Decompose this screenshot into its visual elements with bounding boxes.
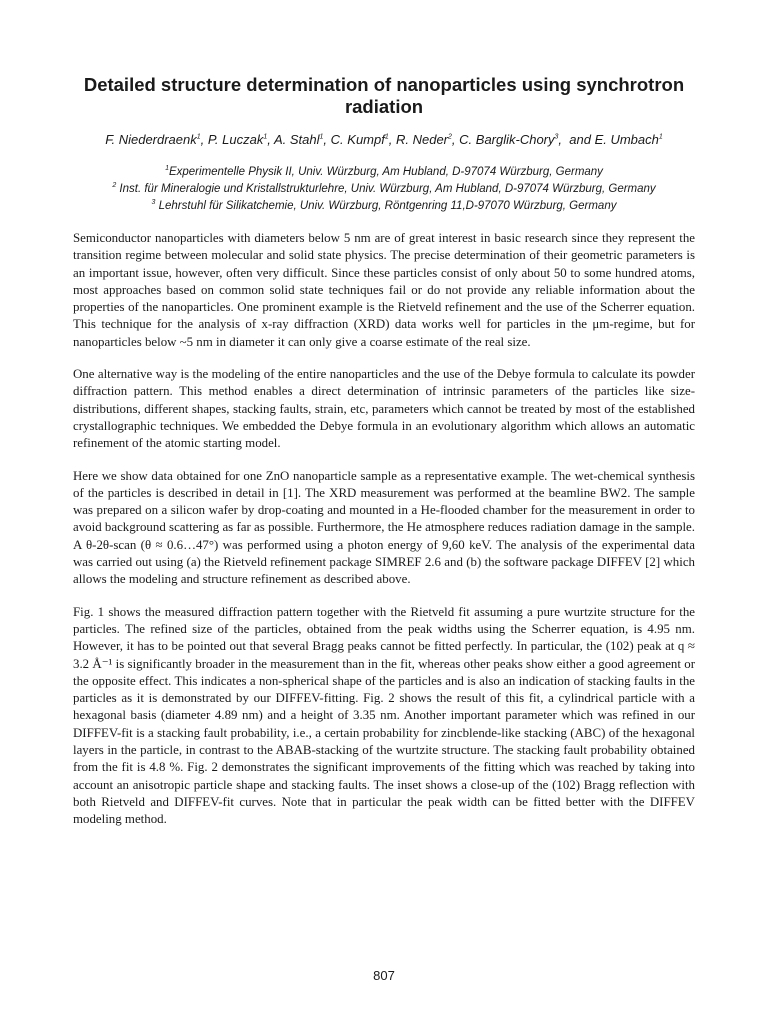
author: F. Niederdraenk$^1$, [105,132,208,147]
paragraph: Semiconductor nanoparticles with diameters below 5 nm are of great interest in basic research since they represent the transition regime between molecular and solid state physics. The precise determination of their geometric parameters is an important issue, however, often very difficult. Since these particles consist of only about 50 to some hundred atoms, most approaches based on common solid state techniques fail or do not provide any reliable information about the properties of the nanoparticles. One prominent example is the Rietveld refinement and the use of the Scherrer equation. This technique for the analysis of x-ray diffraction (XRD) data works well for particles in the μm-regime, but for nanoparticles below ~5 nm in diameter it can only give a coarse estimate of the real size. [73,231,695,349]
paragraph: One alternative way is the modeling of the entire nanoparticles and the use of the Debye formula to calculate its powder diffraction pattern. This method enables a direct determination of intrinsic parameters of the particles like size-distributions, different shapes, stacking faults, strain, etc, parameters which cannot be treated by most of the established crystallographic techniques. We embedded the Debye formula in an evolutionary algorithm which allows an automatic refinement of the atomic starting model. [73,367,695,451]
paragraph: Here we show data obtained for one ZnO nanoparticle sample as a representative example. The wet-chemical synthesis of the particles is described in detail in [1]. The XRD measurement was performed at the beamline BW2. The sample was prepared on a silicon wafer by drop-coating and mounted in a He-flooded chamber for the measurement in order to avoid background scattering as far as possible. Furthermore, the He atmosphere reduces radiation damage in the sample. A θ-2θ-scan (θ ≈ 0.6…47°) was performed using a photon energy of 9,60 keV. The analysis of the experimental data was carried out using (a) the Rietveld refinement package SIMREF 2.6 and (b) the software package DIFFEV [2] which allows the modeling and structure refinement as described above. [73,468,695,587]
author-list [40,131,728,149]
paper-title: Detailed structure determination of nanoparticles using synchrotron radiation [83,74,685,117]
author: R. Neder$^2$, [395,132,460,147]
affiliation: $^1$Experimentelle Physik II, Univ. Würzburg, Am Hubland, D-97074 Würzburg, Germany [165,165,603,178]
affiliation: $^3$ Lehrstuhl für Silikatchemie, Univ. Würzburg, Röntgenring 11,D-97070 Würzburg, Germany [151,199,617,212]
author: and E. Umbach$^1$ [569,132,663,147]
author: A. Stahl$^1$, [273,132,331,147]
paragraph: Fig. 1 shows the measured diffraction pattern together with the Rietveld fit assuming a pure wurtzite structure for the particles. The refined size of the particles, obtained from the peak widths using the Scherrer equation, is 4.95 nm. However, it has to be pointed out that several Bragg peaks cannot be fitted perfectly. In particular, the (102) peak at q ≈ 3.2 Å⁻¹ is significantly broader in the measurement than in the fit, whereas other peaks show either a good agreement or the opposite effect. This indicates a non-spherical shape of the particles and is also an indication of stacking faults in the particles as it is demonstrated by our DIFFEV-fitting. Fig. 2 shows the result of this fit, a cylindrical particle with a hexagonal basis (diameter 4.89 nm) and a height of 3.35 nm. Another important parameter which was refined in our DIFFEV-fit is a stacking fault probability, i.e., a certain probability for zincblende-like stacking (ABC) of the hexagonal layers in the particle, in contrast to the ABAB-stacking of the wurtzite structure. The stacking fault probability obtained from the fit is 4.8 %. Fig. 2 demonstrates the significant improvements of the fitting which was reached by taking into account an anisotropic particle shape and stacking faults. The inset shows a close-up of the (102) Bragg reflection with both Rietveld and DIFFEV-fit curves. Note that in particular the peak width can be fitted better with the DIFFEV modeling method. [73,604,695,827]
affiliation: $^2$ Inst. für Mineralogie und Kristallstrukturlehre, Univ. Würzburg, Am Hubland, D-97074 Würzburg, Germany [112,182,656,195]
author: C. Barglik-Chory$^3$, [459,132,570,147]
author: C. Kumpf$^1$, [330,132,396,147]
body-text [73,230,695,844]
affiliation-list [40,164,728,215]
page-number: 807 [373,968,395,983]
author: P. Luczak$^1$, [207,132,274,147]
